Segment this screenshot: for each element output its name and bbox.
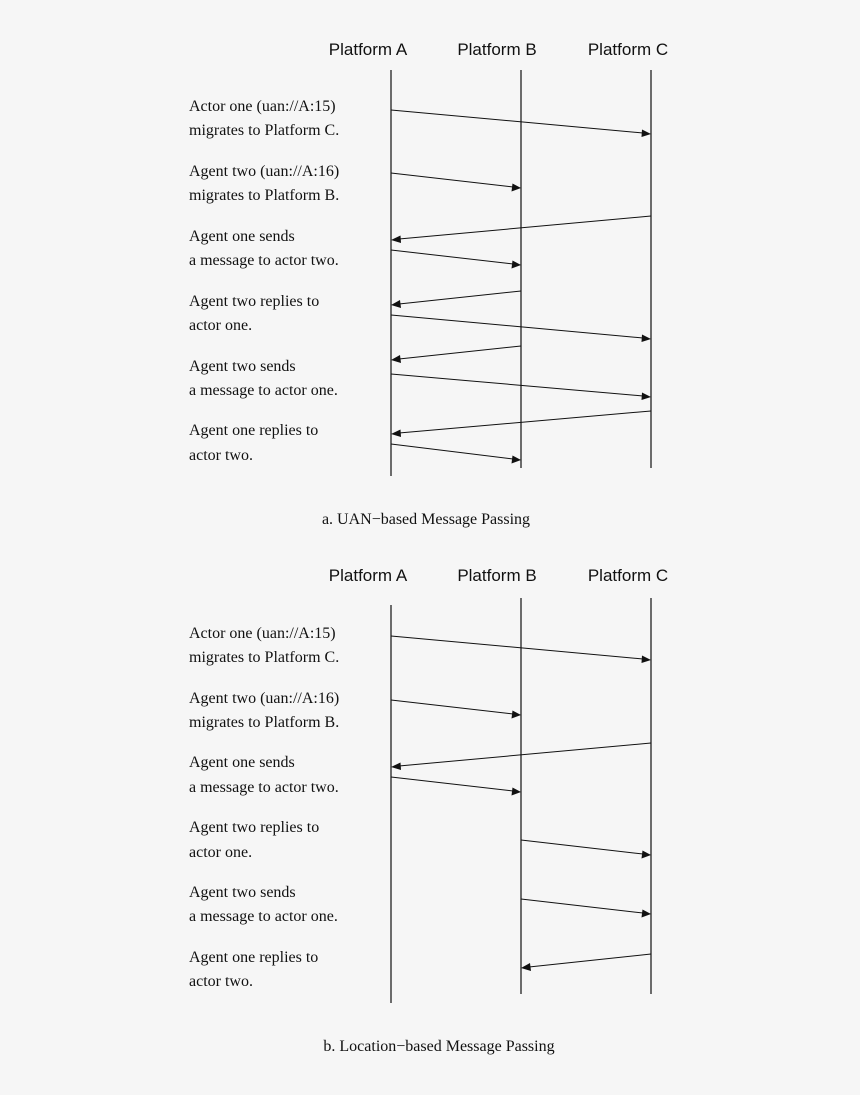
arrowhead-icon (391, 236, 401, 244)
diagram-a-caption: a. UAN−based Message Passing (321, 511, 531, 528)
diagram-b-step-3-line2: a message to actor two. (189, 779, 339, 796)
diagram-b-message-4 (391, 777, 521, 796)
diagram-a-message-5 (391, 291, 521, 308)
diagram-b-step-3-line1: Agent one sends (189, 754, 295, 771)
diagram-a-step-2-line1: Agent two (uan://A:16) (189, 163, 340, 180)
arrowhead-icon (512, 711, 522, 719)
diagram-a-step-1-line2: migrates to Platform C. (189, 122, 340, 139)
diagram-a-message-2 (391, 173, 521, 192)
diagram-a-step-2-line2: migrates to Platform B. (189, 187, 340, 204)
diagram-a-platform-c-label: Platform C (587, 40, 669, 59)
diagram-a-step-4-line2: actor one. (189, 317, 253, 334)
diagram-b-step-6-line1: Agent one replies to (189, 949, 319, 966)
arrowhead-icon (642, 910, 652, 918)
diagram-a-step-1-line1: Actor one (uan://A:15) (189, 98, 336, 115)
diagram-b-step-4-line2: actor one. (189, 844, 253, 861)
diagram-a-message-10 (391, 444, 521, 464)
diagram-a-message-7 (391, 346, 521, 363)
arrowhead-icon (391, 430, 401, 438)
diagram-b-message-6 (521, 899, 651, 918)
diagram-b-caption: b. Location−based Message Passing (323, 1038, 555, 1055)
diagram-a-step-6-line1: Agent one replies to (189, 422, 319, 439)
diagram-a-platform-b-label: Platform B (457, 40, 537, 59)
diagram-b-step-2-line1: Agent two (uan://A:16) (189, 690, 340, 707)
diagram-b-step-1-line2: migrates to Platform C. (189, 649, 340, 666)
diagram-b-message-7 (521, 954, 651, 971)
diagram-a-message-4 (391, 250, 521, 269)
diagram-b-platform-b-label: Platform B (457, 566, 537, 585)
diagram-b-step-6-line2: actor two. (189, 973, 253, 990)
diagram-b-platform-c-label: Platform C (587, 566, 669, 585)
arrowhead-icon (642, 335, 652, 343)
diagram-b-step-1-line1: Actor one (uan://A:15) (189, 625, 336, 642)
diagram-a-step-3-line1: Agent one sends (189, 228, 295, 245)
diagram-b-message-5 (521, 840, 651, 859)
diagram-b-step-2-line2: migrates to Platform B. (189, 714, 340, 731)
arrowhead-icon (521, 963, 531, 971)
diagram-a-step-3-line2: a message to actor two. (189, 252, 339, 269)
arrowhead-icon (512, 788, 522, 796)
arrowhead-icon (391, 763, 401, 771)
diagram-a-step-4-line1: Agent two replies to (189, 293, 320, 310)
diagram-a (189, 40, 668, 528)
arrowhead-icon (642, 393, 652, 401)
arrowhead-icon (642, 851, 652, 859)
diagram-a-step-5-line1: Agent two sends (189, 358, 296, 375)
arrowhead-icon (512, 261, 522, 269)
arrowhead-icon (512, 456, 522, 464)
arrowhead-icon (642, 656, 652, 664)
diagram-b-step-5-line1: Agent two sends (189, 884, 296, 901)
diagram-b (189, 566, 668, 1055)
arrowhead-icon (391, 355, 401, 363)
diagram-b-step-4-line1: Agent two replies to (189, 819, 320, 836)
diagram-a-step-5-line2: a message to actor one. (189, 382, 338, 399)
arrowhead-icon (512, 184, 522, 192)
diagram-b-step-5-line2: a message to actor one. (189, 908, 338, 925)
arrowhead-icon (391, 300, 401, 308)
diagram-a-platform-a-label: Platform A (328, 40, 408, 59)
diagram-b-platform-a-label: Platform A (328, 566, 408, 585)
diagram-b-message-2 (391, 700, 521, 719)
diagram-a-step-6-line2: actor two. (189, 447, 253, 464)
arrowhead-icon (642, 130, 652, 138)
